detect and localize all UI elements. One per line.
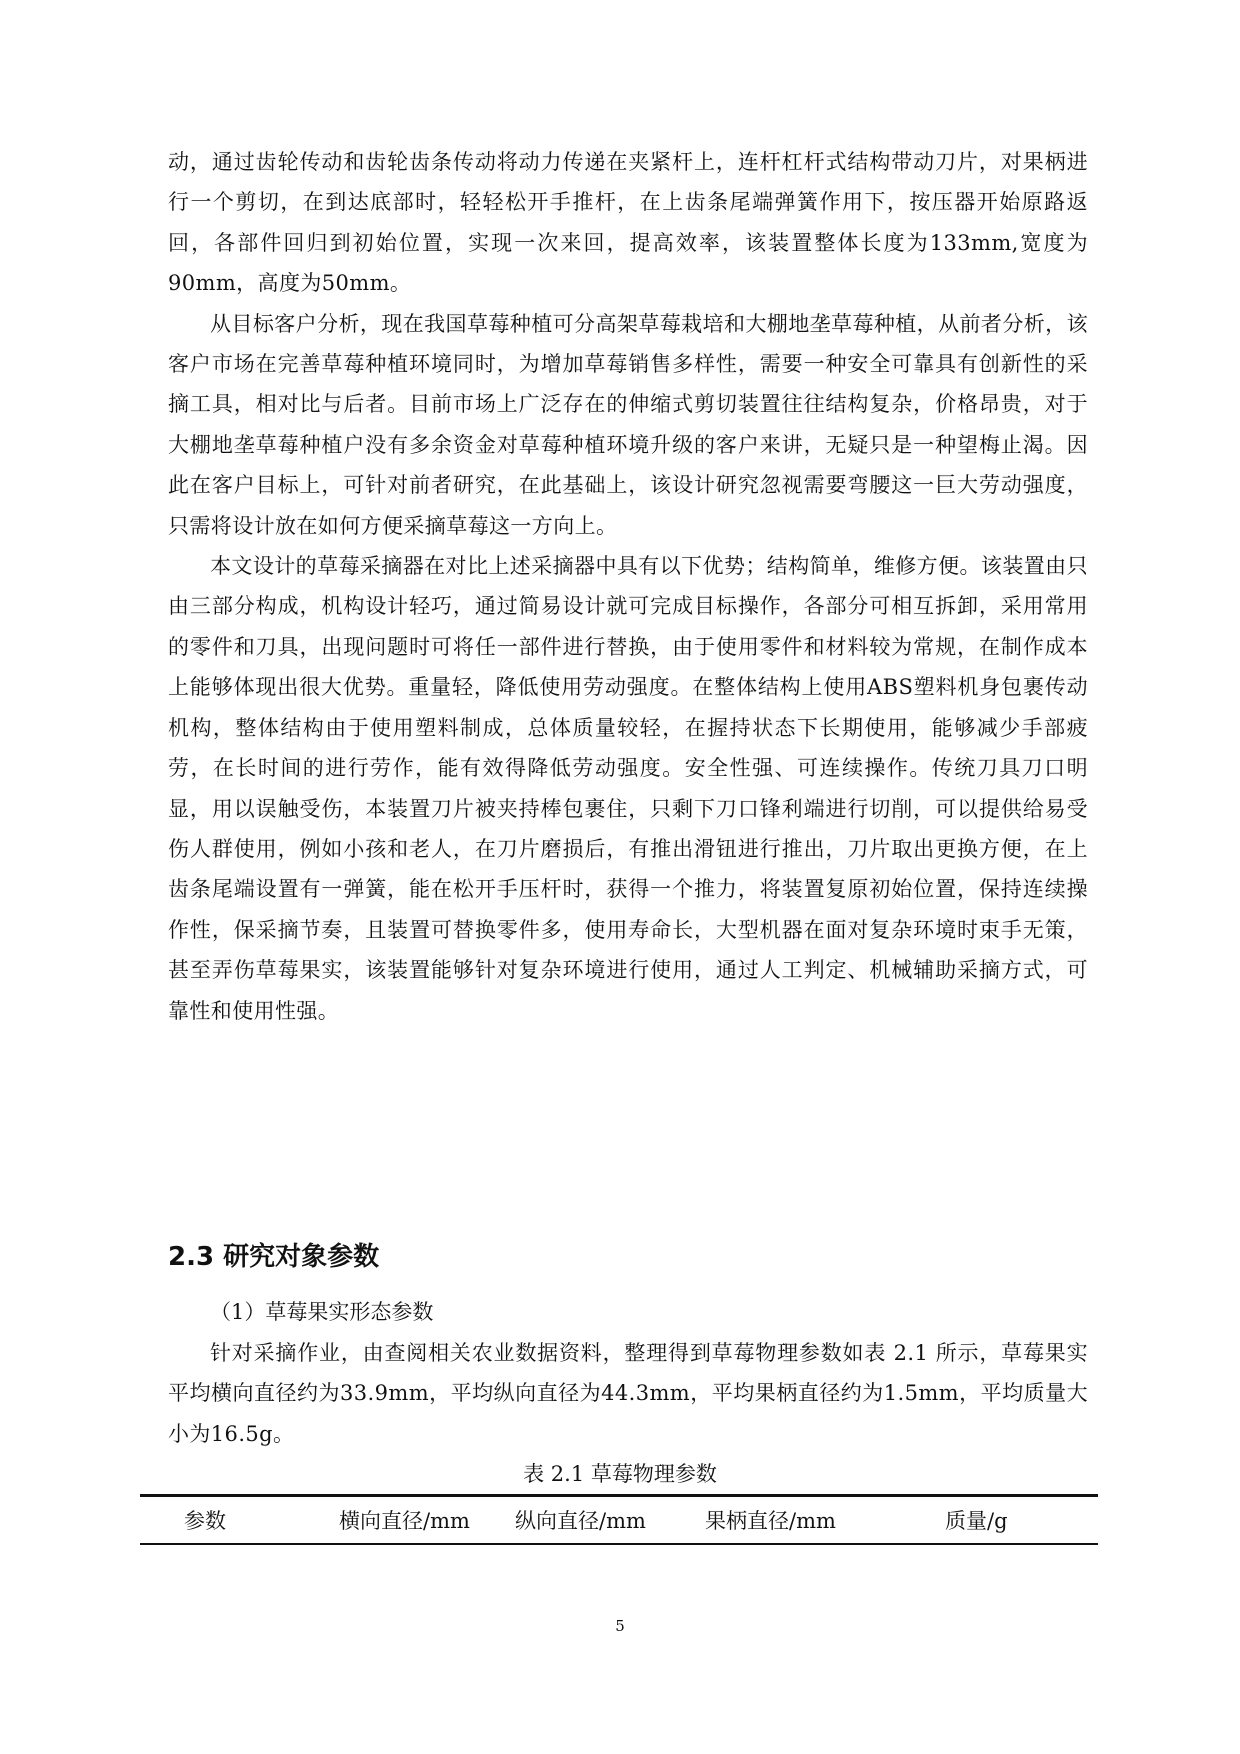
table-header-cell: 纵向直径/mm bbox=[515, 1509, 646, 1533]
body-text-block bbox=[168, 142, 1088, 1031]
paragraph-advantages: 本文设计的草莓采摘器在对比上述采摘器中具有以下优势；结构简单，维修方便。该装置由只由三部分构成，机构设计轻巧，通过简易设计就可完成目标操作，各部分可相互拆卸，采用常用的零件和刀具，出现问题时可将任一部件进行替换，由于使用零件和材料较为常规，在制作成本上能够体现出很大优势。重量轻，降低使用劳动强度。在整体结构上使用ABS塑料机身包裹传动机构，整体结构由于使用塑料制成，总体质量较轻，在握持状态下长期使用，能够减少手部疲劳，在长时间的进行劳作，能有效得降低劳动强度。安全性强、可连续操作。传统刀具刀口明显，用以误触受伤，本装置刀片被夹持棒包裹住，只剩下刀口锋利端进行切削，可以提供给易受伤人群使用，例如小孩和老人，在刀片磨损后，有推出滑钮进行推出，刀片取出更换方便，在上齿条尾端设置有一弹簧，能在松开手压杆时，获得一个推力，将装置复原初始位置，保持连续操作性，保采摘节奏，且装置可替换零件多，使用寿命长，大型机器在面对复杂环境时束手无策，甚至弄伤草莓果实，该装置能够针对复杂环境进行使用，通过人工判定、机械辅助采摘方式，可靠性和使用性强。 bbox=[168, 554, 1088, 1023]
section-body bbox=[168, 1333, 1088, 1454]
table-header-cell: 质量/g bbox=[945, 1509, 1008, 1533]
table-header-row bbox=[140, 1496, 1098, 1545]
paragraph-target-customer: 从目标客户分析，现在我国草莓种植可分高架草莓栽培和大棚地垄草莓种植，从前者分析，该客户市场在完善草莓种植环境同时，为增加草莓销售多样性，需要一种安全可靠具有创新性的采摘工具，相对比与后者。目前市场上广泛存在的伸缩式剪切装置往往结构复杂，价格昂贵，对于大棚地垄草莓种植户没有多余资金对草莓种植环境升级的客户来讲，无疑只是一种望梅止渴。因此在客户目标上，可针对前者研究，在此基础上，该设计研究忽视需要弯腰这一巨大劳动强度，只需将设计放在如何方便采摘草莓这一方向上。 bbox=[168, 311, 1088, 538]
page-number: 5 bbox=[615, 1617, 625, 1635]
section-heading: 2.3 研究对象参数 bbox=[168, 1242, 380, 1272]
strawberry-params-table bbox=[140, 1494, 1098, 1545]
table-header-cell: 参数 bbox=[184, 1509, 226, 1533]
table-header-cell: 果柄直径/mm bbox=[705, 1509, 836, 1533]
subsection-heading: （1）草莓果实形态参数 bbox=[210, 1300, 434, 1324]
paragraph-mechanism: 动，通过齿轮传动和齿轮齿条传动将动力传递在夹紧杆上，连杆杠杆式结构带动刀片，对果柄进行一个剪切，在到达底部时，轻轻松开手推杆，在上齿条尾端弹簧作用下，按压器开始原路返回，各部件回归到初始位置，实现一次来回，提高效率，该装置整体长度为133mm,宽度为90mm，高度为50mm。 bbox=[168, 150, 1088, 296]
table-caption: 表 2.1 草莓物理参数 bbox=[523, 1462, 717, 1486]
table-header-cell: 横向直径/mm bbox=[339, 1509, 470, 1533]
paragraph-strawberry-params: 针对采摘作业，由查阅相关农业数据资料，整理得到草莓物理参数如表 2.1 所示，草莓果实平均横向直径约为33.9mm，平均纵向直径为44.3mm，平均果柄直径约为1.5mm，平均质量大小为16.5g。 bbox=[168, 1341, 1088, 1446]
